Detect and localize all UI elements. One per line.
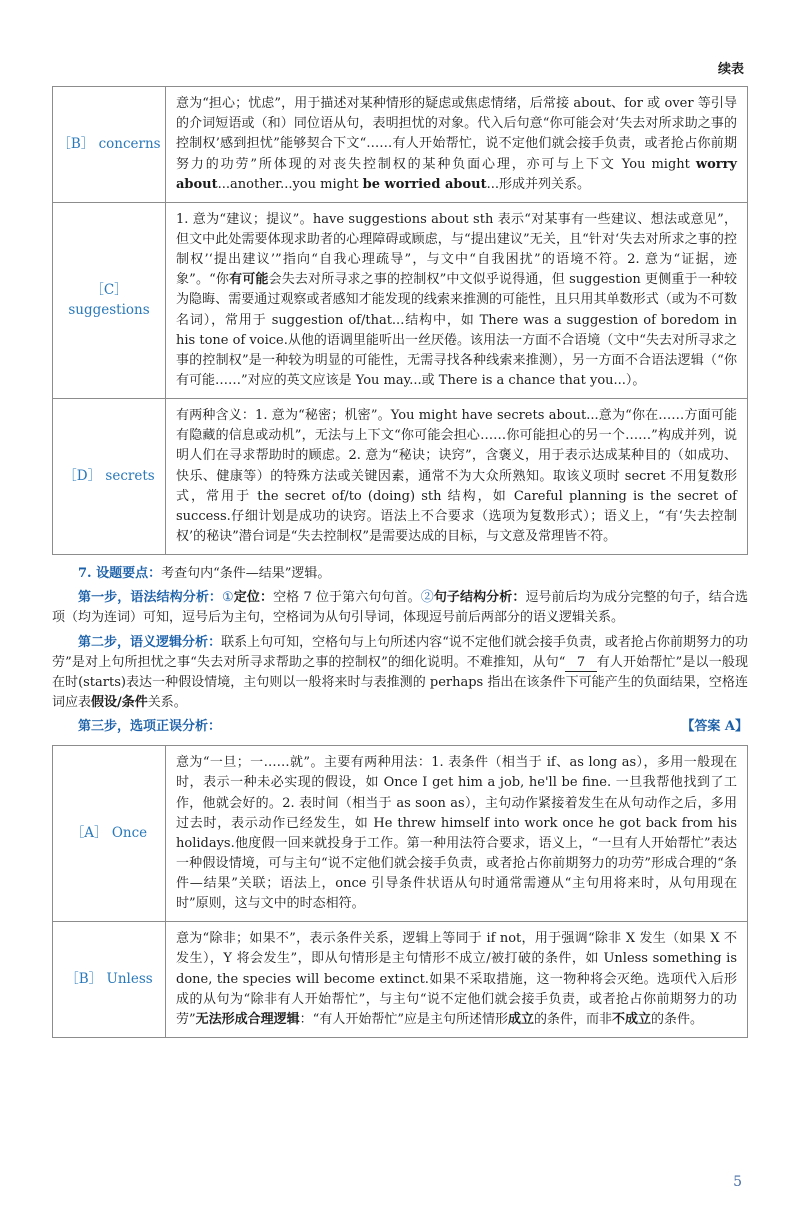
option-analysis-secrets: 有两种含义：1. 意为“秘密；机密”。You might have secrets about...意为“你在……方面可能有隐藏的信息或动机”，无法与上下文“你可能会担心……你可能担心的另一个……”构成并列，说明人们在寻求帮助时的顾虑。2. 意为“秘诀；诀窍”，含褒义，用于表示达成某种目的（如成功、快乐、健康等）的特殊方法或关键因素，通常不为大众所熟知。取该义项时 secret 不用复数形式，常用于 the secret of/to (doing) sth 结构，如 Careful planning is the secret of success.仔细计划是成功的诀窍。语法上不合要求（选项为复数形式）；语义上，“有‘失去控制权’的秘诀”潜台词是“失去控制权”是需要达成的目标，与文意及常理皆不符。 — [166, 399, 748, 555]
options-table-top — [52, 86, 748, 555]
option-row-secrets — [53, 399, 748, 555]
step-2-text: 联系上句可知，空格句与上句所述内容“说不定他们就会接手负责，或者抢占你前期努力的功劳”是对上句所担忧之事“失去对所寻求帮助之事的控制权”的细化说明。不难推知，从句“ 7 有人开始帮忙”是以一般现在时(starts)表达一种假设情境，主句则以一般将来时与表推测的 perhaps 指出在该条件下可能产生的负面结果，空格连词应表假设/条件关系。 — [52, 634, 748, 710]
option-label-suggestions: ［C］ suggestions — [53, 202, 166, 398]
analysis-step-2 — [52, 633, 748, 714]
option-row-suggestions — [53, 202, 748, 398]
question-point-label: 7. 设题要点： — [78, 566, 162, 582]
options-table-bottom — [52, 745, 748, 1038]
option-analysis-once: 意为“一旦；一……就”。主要有两种用法：1. 表条件（相当于 if、as long as），多用一般现在时，表示一种未必实现的假设，如 Once I get him a job, he'll be fine. 一旦我帮他找到了工作，他就会好的。2. 表时间（相当于 as soon as），主句动作紧接着发生在从句动作之后，多用过去时，表示动作已经发生，如 He threw himself into work once he got back from his holidays.他度假一回来就投身于工作。第一种用法符合要求，语义上，“一旦有人开始帮忙”表达一种假设情境，可与主句“说不定他们就会接手负责，或者抢占你前期努力的功劳”形成合理的“条件—结果”关联；语法上，once 引导条件状语从句时通常需遵从“主句用将来时，从句用现在时”原则，这与文中的时态相符。 — [166, 746, 748, 922]
option-analysis-unless: 意为“除非；如果不”，表示条件关系，逻辑上等同于 if not，用于强调“除非 X 发生（如果 X 不发生），Y 将会发生”，即从句情形是主句情形不成立/被打破的条件，如 Unless something is done, the species will become extinct.如果不采取措施，这一物种将会灭绝。选项代入后形成的从句为“除非有人开始帮忙”，与主句“说不定他们就会接手负责，或者抢占你前期努力的功劳”无法形成合理逻辑：“有人开始帮忙”应是主句所述情形成立的条件，而非不成立的条件。 — [166, 922, 748, 1038]
answer-badge: 【答案 A】 — [681, 719, 748, 735]
continued-table-label: 续表 — [717, 62, 744, 77]
option-analysis-suggestions: 1. 意为“建议；提议”。have suggestions about sth 表示“对某事有一些建议、想法或意见”，但文中此处需要体现求助者的心理障碍或顾虑，与“提出建议”无关，且“针对‘失去对所求之事的控制权’‘提出建议’”指向“自我心理疏导”，与文中“自我困扰”的语境不符。2. 意为“证据，迹象”。“你有可能会失去对所寻求之事的控制权”中文似乎说得通，但 suggestion 更侧重于一种较为隐晦、需要通过观察或者感知才能发现的线索来推测的可能性，且只用其单数形式（或为不可数名词），常用于 suggestion of/that...结构中，如 There was a suggestion of boredom in his tone of voice.从他的语调里能听出一丝厌倦。该用法一方面不合语境（文中“失去对所寻求之事的控制权”是一种较为明显的可能性，无需寻找各种线索来推测），另一方面不合语法逻辑（“你有可能……”对应的英文应该是 You may...或 There is a chance that you...）。 — [166, 202, 748, 398]
question-7-analysis — [52, 564, 748, 737]
step-1-label: 第一步，语法结构分析： — [78, 590, 223, 606]
step-2-label: 第二步，语义逻辑分析： — [78, 634, 222, 650]
option-row-unless — [53, 922, 748, 1038]
question-point-text: 考查句内“条件—结果”逻辑。 — [161, 566, 331, 582]
option-label-secrets: ［D］ secrets — [53, 399, 166, 555]
option-label-unless: ［B］ Unless — [53, 922, 166, 1038]
option-analysis-concerns: 意为“担心；忧虑”，用于描述对某种情形的疑虑或焦虑情绪，后常接 about、for 或 over 等引导的介词短语或（和）同位语从句，表明担忧的对象。代入后句意“你可能会对‘失去对所求助之事的控制权’感到担忧”能够契合下文“……有人开始帮忙，说不定他们就会接手负责，或者抢占你前期努力的功劳”所体现的对丧失控制权的某种负面心理，亦可与上下文 You might worry about...another...you might be worried about...形成并列关系。 — [166, 87, 748, 203]
option-row-once — [53, 746, 748, 922]
page-number: 5 — [733, 1174, 742, 1191]
option-row-concerns — [53, 87, 748, 203]
question-point — [52, 564, 748, 584]
option-label-concerns: ［B］ concerns — [53, 87, 166, 203]
option-label-once: ［A］ Once — [53, 746, 166, 922]
step-3-label: 第三步，选项正误分析： — [78, 719, 222, 735]
analysis-step-3 — [52, 717, 748, 737]
step-1-text: ①定位：空格 7 位于第六句句首。②句子结构分析：逗号前后均为成分完整的句子，结合选项（均为连词）可知，逗号后为主句，空格词为从句引导词，体现逗号前后两部分的语义逻辑关系。 — [52, 590, 748, 626]
analysis-step-1 — [52, 588, 748, 628]
